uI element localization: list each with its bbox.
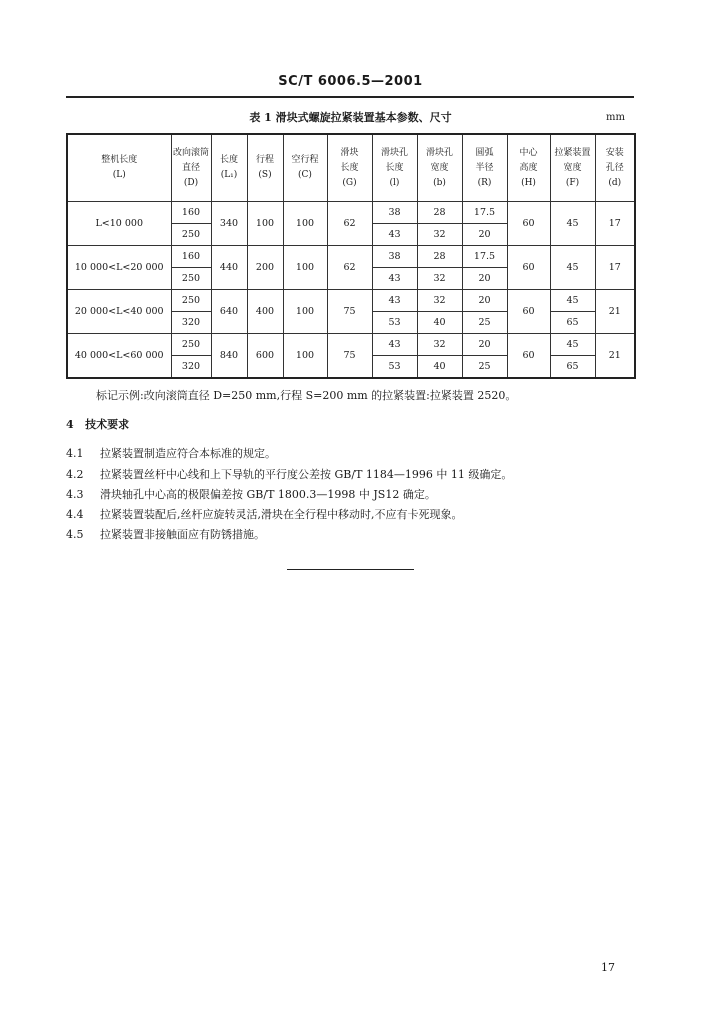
device-width-cell: 45 bbox=[550, 202, 595, 246]
column-header-line: 宽度 bbox=[563, 162, 582, 173]
column-header-line: 滑块孔 bbox=[425, 147, 453, 158]
requirement-number: 4.1 bbox=[66, 447, 84, 460]
drum-diameter-cell: 320 bbox=[171, 312, 211, 334]
mounting-hole-cell: 21 bbox=[595, 334, 635, 379]
column-header bbox=[417, 134, 462, 202]
table-unit: mm bbox=[606, 112, 625, 123]
arc-radius-cell: 17.5 bbox=[462, 202, 507, 224]
column-header-line: (F) bbox=[565, 177, 580, 188]
requirement-text: 滑块轴孔中心高的极限偏差按 GB/T 1800.3—1998 中 JS12 确定。 bbox=[100, 488, 436, 501]
marking-example: 标记示例:改向滚筒直径 D=250 mm,行程 S=200 mm 的拉紧装置:拉紧装置 2520。 bbox=[96, 389, 517, 402]
arc-radius-cell: 20 bbox=[462, 334, 507, 356]
drum-diameter-cell: 160 bbox=[171, 246, 211, 268]
slider-hole-width-cell: 28 bbox=[417, 202, 462, 224]
column-header-line: (R) bbox=[477, 177, 492, 188]
arc-radius-cell: 25 bbox=[462, 356, 507, 379]
arc-radius-cell: 20 bbox=[462, 268, 507, 290]
column-header-line: (b) bbox=[433, 177, 446, 188]
column-header-line: 滑块 bbox=[340, 147, 359, 158]
idle-stroke-cell: 100 bbox=[283, 290, 327, 334]
slider-hole-length-cell: 43 bbox=[372, 290, 417, 312]
column-header bbox=[283, 134, 327, 202]
machine-length-cell: 10 000<L<20 000 bbox=[67, 246, 171, 290]
drum-diameter-cell: 160 bbox=[171, 202, 211, 224]
machine-length-cell: 20 000<L<40 000 bbox=[67, 290, 171, 334]
idle-stroke-cell: 100 bbox=[283, 202, 327, 246]
length-cell: 340 bbox=[211, 202, 247, 246]
requirement-text: 拉紧装置制造应符合本标准的规定。 bbox=[100, 447, 276, 460]
slider-hole-length-cell: 53 bbox=[372, 356, 417, 379]
table-row bbox=[67, 290, 635, 312]
device-width-cell: 45 bbox=[550, 290, 595, 312]
stroke-cell: 400 bbox=[247, 290, 283, 334]
table-row bbox=[67, 334, 635, 356]
requirement-item bbox=[66, 506, 463, 522]
slider-hole-width-cell: 28 bbox=[417, 246, 462, 268]
slider-hole-length-cell: 43 bbox=[372, 224, 417, 246]
device-width-cell: 65 bbox=[550, 356, 595, 379]
column-header-line: (G) bbox=[342, 177, 357, 188]
column-header-line: 改向滚筒 bbox=[172, 147, 209, 158]
requirement-text: 拉紧装置非接触面应有防锈措施。 bbox=[100, 528, 265, 541]
column-header-line: (L₁) bbox=[220, 170, 238, 180]
column-header bbox=[247, 134, 283, 202]
requirement-text: 拉紧装置装配后,丝杆应旋转灵活,滑块在全行程中移动时,不应有卡死现象。 bbox=[100, 508, 463, 521]
column-header bbox=[507, 134, 550, 202]
idle-stroke-cell: 100 bbox=[283, 246, 327, 290]
stroke-cell: 200 bbox=[247, 246, 283, 290]
slider-hole-length-cell: 38 bbox=[372, 202, 417, 224]
column-header-line: 圆弧 bbox=[475, 147, 494, 158]
arc-radius-cell: 20 bbox=[462, 290, 507, 312]
requirement-text: 拉紧装置丝杆中心线和上下导轨的平行度公差按 GB/T 1184—1996 中 11 级确定。 bbox=[100, 468, 513, 481]
column-header bbox=[550, 134, 595, 202]
column-header-line: 孔径 bbox=[605, 162, 624, 173]
requirement-number: 4.4 bbox=[66, 508, 84, 521]
length-cell: 640 bbox=[211, 290, 247, 334]
table-row bbox=[67, 202, 635, 224]
idle-stroke-cell: 100 bbox=[283, 334, 327, 379]
column-header-line: (H) bbox=[521, 177, 536, 188]
drum-diameter-cell: 250 bbox=[171, 268, 211, 290]
requirement-number: 4.2 bbox=[66, 468, 84, 481]
section-heading bbox=[66, 416, 129, 432]
slider-length-cell: 75 bbox=[327, 290, 372, 334]
slider-length-cell: 62 bbox=[327, 246, 372, 290]
drum-diameter-cell: 250 bbox=[171, 334, 211, 356]
requirement-number: 4.5 bbox=[66, 528, 84, 541]
column-header bbox=[211, 134, 247, 202]
column-header-line: (C) bbox=[298, 170, 312, 180]
column-header bbox=[67, 134, 171, 202]
slider-hole-length-cell: 38 bbox=[372, 246, 417, 268]
end-of-text-rule bbox=[287, 569, 414, 570]
machine-length-cell: 40 000<L<60 000 bbox=[67, 334, 171, 379]
column-header-line: 整机长度 bbox=[101, 155, 138, 165]
slider-hole-width-cell: 32 bbox=[417, 334, 462, 356]
mounting-hole-cell: 21 bbox=[595, 290, 635, 334]
slider-hole-length-cell: 43 bbox=[372, 268, 417, 290]
center-height-cell: 60 bbox=[507, 334, 550, 379]
length-cell: 440 bbox=[211, 246, 247, 290]
slider-hole-width-cell: 32 bbox=[417, 268, 462, 290]
center-height-cell: 60 bbox=[507, 246, 550, 290]
table-body bbox=[67, 202, 635, 379]
column-header-line: 高度 bbox=[519, 162, 538, 173]
column-header-line: 长度 bbox=[219, 155, 238, 165]
column-header-line: 长度 bbox=[340, 162, 359, 173]
column-header-line: 半径 bbox=[475, 162, 494, 173]
column-header-line: 滑块孔 bbox=[380, 147, 408, 158]
arc-radius-cell: 17.5 bbox=[462, 246, 507, 268]
column-header-line: 拉紧装置 bbox=[554, 147, 591, 158]
mounting-hole-cell: 17 bbox=[595, 202, 635, 246]
column-header-line: 直径 bbox=[181, 162, 200, 173]
parameters-table bbox=[66, 133, 636, 379]
column-header-line: 长度 bbox=[385, 162, 404, 173]
slider-hole-width-cell: 32 bbox=[417, 224, 462, 246]
requirement-item bbox=[66, 445, 276, 461]
machine-length-cell: L<10 000 bbox=[67, 202, 171, 246]
page-number: 17 bbox=[601, 961, 615, 974]
stroke-cell: 100 bbox=[247, 202, 283, 246]
arc-radius-cell: 20 bbox=[462, 224, 507, 246]
slider-length-cell: 62 bbox=[327, 202, 372, 246]
slider-hole-width-cell: 40 bbox=[417, 312, 462, 334]
slider-hole-length-cell: 53 bbox=[372, 312, 417, 334]
requirement-number: 4.3 bbox=[66, 488, 84, 501]
length-cell: 840 bbox=[211, 334, 247, 379]
stroke-cell: 600 bbox=[247, 334, 283, 379]
table-header-row bbox=[67, 134, 635, 202]
column-header-line: 行程 bbox=[255, 155, 274, 165]
requirement-item bbox=[66, 466, 512, 482]
column-header bbox=[372, 134, 417, 202]
device-width-cell: 45 bbox=[550, 246, 595, 290]
drum-diameter-cell: 250 bbox=[171, 290, 211, 312]
column-header-line: (D) bbox=[183, 177, 199, 188]
column-header bbox=[462, 134, 507, 202]
drum-diameter-cell: 320 bbox=[171, 356, 211, 379]
column-header-line: (d) bbox=[608, 177, 622, 188]
column-header bbox=[171, 134, 211, 202]
column-header-line: (S) bbox=[258, 170, 272, 180]
device-width-cell: 65 bbox=[550, 312, 595, 334]
requirement-item bbox=[66, 486, 436, 502]
header-rule bbox=[66, 96, 634, 98]
column-header bbox=[327, 134, 372, 202]
drum-diameter-cell: 250 bbox=[171, 224, 211, 246]
table-row bbox=[67, 246, 635, 268]
center-height-cell: 60 bbox=[507, 290, 550, 334]
slider-hole-width-cell: 32 bbox=[417, 290, 462, 312]
column-header bbox=[595, 134, 635, 202]
column-header-line: (l) bbox=[389, 177, 400, 188]
table-caption: 表 1 滑块式螺旋拉紧装置基本参数、尺寸 bbox=[249, 111, 452, 124]
column-header-line: 宽度 bbox=[430, 162, 449, 173]
column-header-line: 中心 bbox=[519, 147, 538, 158]
arc-radius-cell: 25 bbox=[462, 312, 507, 334]
column-header-line: (L) bbox=[112, 170, 126, 180]
center-height-cell: 60 bbox=[507, 202, 550, 246]
section-title: 技术要求 bbox=[85, 418, 130, 431]
column-header-line: 安装 bbox=[605, 147, 624, 158]
slider-hole-length-cell: 43 bbox=[372, 334, 417, 356]
slider-hole-width-cell: 40 bbox=[417, 356, 462, 379]
section-number: 4 bbox=[66, 418, 74, 431]
column-header-line: 空行程 bbox=[291, 155, 319, 165]
standard-code-header: SC/T 6006.5—2001 bbox=[278, 74, 423, 89]
device-width-cell: 45 bbox=[550, 334, 595, 356]
slider-length-cell: 75 bbox=[327, 334, 372, 379]
requirement-item bbox=[66, 526, 265, 542]
mounting-hole-cell: 17 bbox=[595, 246, 635, 290]
